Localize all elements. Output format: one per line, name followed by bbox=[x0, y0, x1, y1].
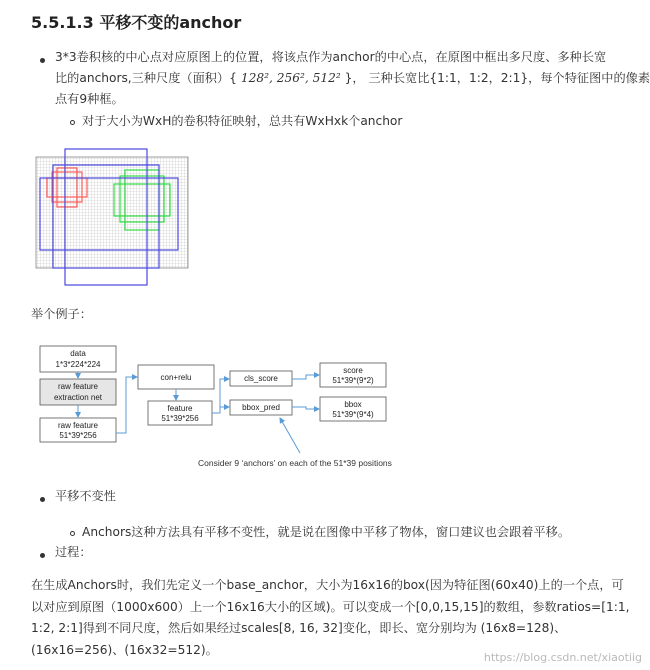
bullet-dot bbox=[40, 58, 45, 63]
paragraph-line: 以对应到原图（1000x600）上一个16x16大小的区域)。可以变成一个[0,0,15,15]的数组，参数ratios=[1:1, bbox=[31, 599, 630, 614]
cls-score-label: cls_score bbox=[244, 374, 278, 383]
paragraph-line: 在生成Anchors时，我们先定义一个base_anchor，大小为16x16的box(因为特征图(60x40)上的一个点，可 bbox=[31, 578, 624, 592]
bullet-line-3: 点有9种框。 bbox=[55, 92, 124, 106]
raw-feature-size: 51*39*256 bbox=[59, 431, 97, 440]
bullet-dot bbox=[40, 553, 45, 558]
example-label: 举个例子： bbox=[31, 307, 92, 321]
translation-invariance-text: Anchors这种方法具有平移不变性，就是说在图像中平移了物体，窗口建议也会跟着平移。 bbox=[82, 525, 571, 539]
bbox-box-size: 51*39*(9*4) bbox=[332, 410, 374, 419]
raw-feature-title: raw feature bbox=[57, 421, 99, 430]
sub-bullet-text: 对于大小为WxH的卷积特征映射，总共有WxHxk个anchor bbox=[82, 114, 403, 128]
bbox-box-title: bbox bbox=[344, 400, 362, 409]
data-box-title: data bbox=[70, 349, 86, 358]
watermark: https://blog.csdn.net/xiaotiig bbox=[483, 651, 642, 664]
anchor-illustration bbox=[34, 140, 194, 292]
sub-bullet-ring bbox=[70, 120, 75, 125]
bullet-dot bbox=[40, 497, 45, 502]
bullet-process: 过程： bbox=[55, 545, 92, 559]
rpn-flow-diagram bbox=[30, 335, 450, 475]
bullet-line-2 bbox=[55, 68, 650, 89]
bullet-translation-invariance: 平移不变性 bbox=[55, 489, 116, 503]
extraction-box-line2: extraction net bbox=[53, 393, 103, 402]
bullet-line-1: 3*3卷积核的中心点对应原图上的位置，将该点作为anchor的中心点，在原图中框出多尺度、多种长宽 bbox=[55, 50, 607, 64]
data-box-size: 1*3*224*224 bbox=[55, 360, 101, 369]
conv-box-label: con+relu bbox=[160, 373, 192, 382]
paragraph-line: (16x16=256)、(16x32=512)。 bbox=[31, 642, 218, 657]
process-paragraph bbox=[31, 575, 643, 661]
bullet-line-2-start: 比的anchors,三种尺度（面积）{ bbox=[55, 71, 237, 85]
flow-caption: Consider 9 ‘anchors’ on each of the 51*39 positions bbox=[198, 458, 392, 468]
bullet-line-2-end: }， 三种长宽比{1:1，1:2，2:1}，每个特征图中的像素 bbox=[344, 71, 650, 85]
feature-grid bbox=[36, 157, 188, 268]
scales-formula: 128², 256², 512² bbox=[240, 71, 341, 85]
paragraph-line: 1:2, 2:1]得到不同尺度，然后如果经过scales[8, 16, 32]变化，即长、宽分别均为 (16x8=128)、 bbox=[31, 621, 567, 635]
feature-box-title: feature bbox=[167, 404, 193, 413]
extraction-box-line1: raw feature bbox=[57, 382, 99, 391]
section-heading: 5.5.1.3 平移不变的anchor bbox=[31, 13, 242, 32]
sub-bullet-ring bbox=[70, 531, 75, 536]
feature-box-size: 51*39*256 bbox=[161, 414, 199, 423]
bbox-pred-label: bbox_pred bbox=[242, 403, 280, 412]
score-box-size: 51*39*(9*2) bbox=[332, 376, 374, 385]
score-box-title: score bbox=[343, 366, 363, 375]
